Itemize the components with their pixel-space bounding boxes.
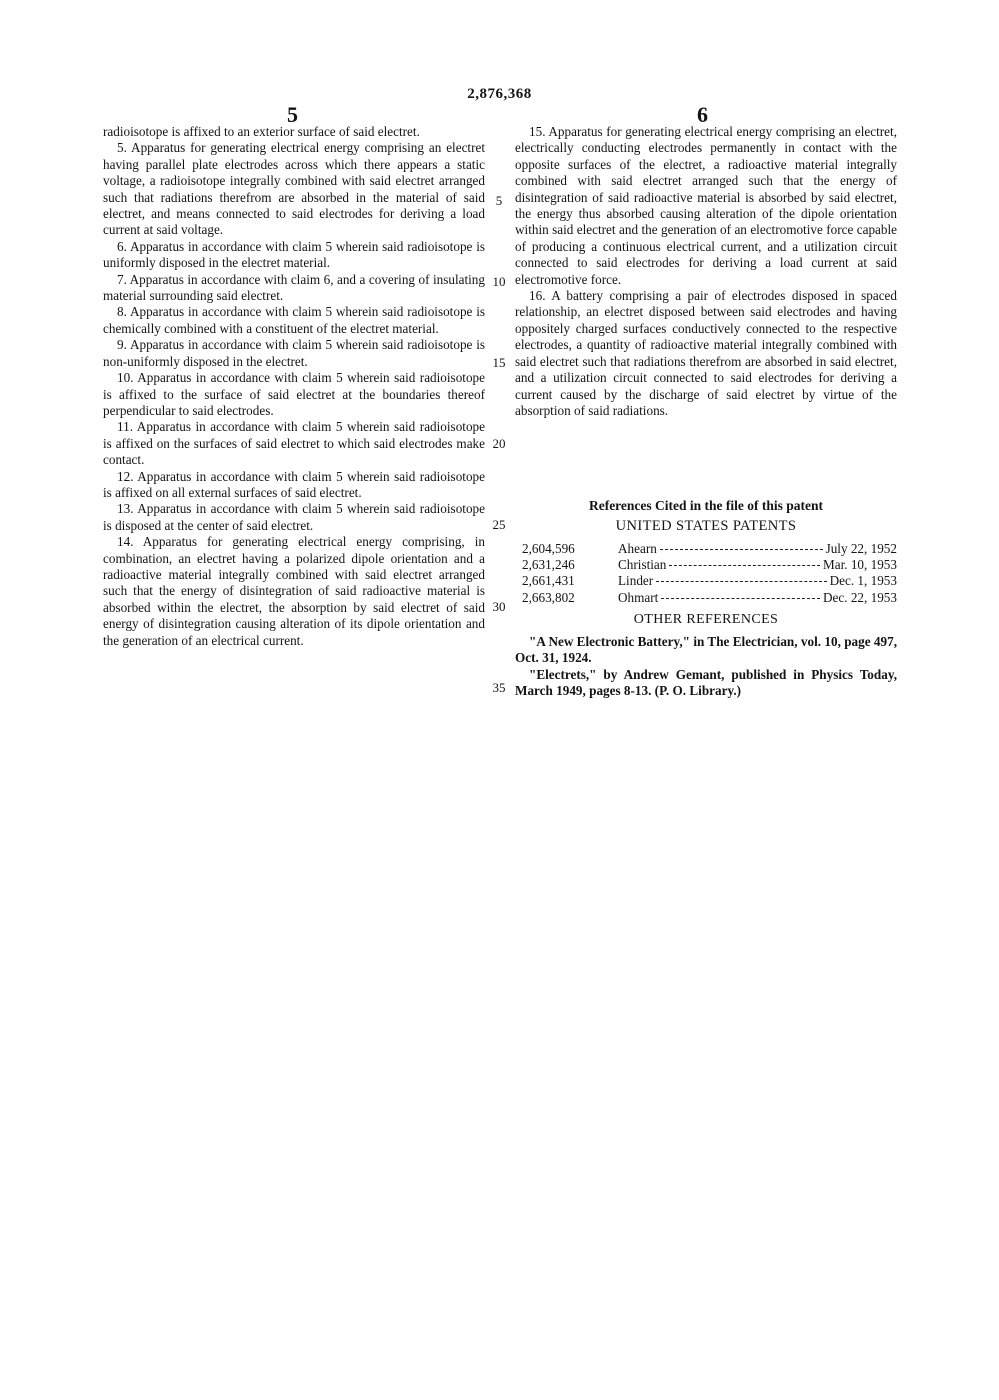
left-column-number: 5 — [287, 102, 298, 127]
line-number: 10 — [492, 274, 506, 289]
claim-5: 5. Apparatus for generating electrical energy comprising an electret having parallel plate electrodes across which there appears a static voltage, a radioisotope integrally combined with said electret arranged such that radiations therefrom are absorbed in the material of said electret, and means connected to said electrodes for deriving a load current at said voltage. — [103, 140, 485, 238]
right-column — [515, 124, 897, 419]
patent-ref-name: Christian — [618, 557, 667, 573]
claim-16: 16. A battery comprising a pair of electrodes disposed in spaced relationship, an electret disposed between said electrodes and having oppositely charged surfaces conductively connected to the respective electrodes, a quantity of radioactive material integrally combined with said electret such that radiations therefrom are absorbed in said electret, and a utilization circuit connected to said electrodes for deriving a current caused by the discharge of said electret by virtue of the absorption of said radiations. — [515, 288, 897, 418]
leader-dots — [660, 549, 823, 550]
patent-ref-name: Ahearn — [618, 541, 657, 556]
leader-dots — [656, 581, 826, 582]
leader-dots — [661, 598, 820, 599]
patent-ref-name: Linder — [618, 573, 654, 589]
table-row — [522, 590, 897, 606]
right-column-number: 6 — [697, 102, 708, 127]
line-number: 15 — [492, 355, 506, 370]
patent-ref-date: Dec. 22, 1953 — [823, 589, 897, 605]
claim-12: 12. Apparatus in accordance with claim 5 wherein said radioisotope is affixed on all external surfaces of said electret. — [103, 468, 485, 500]
other-reference-item: "A New Electronic Battery," in The Electrician, vol. 10, page 497, Oct. 31, 1924. — [515, 634, 897, 666]
claim-10: 10. Apparatus in accordance with claim 5 wherein said radioisotope is affixed to the surface of said electret at the boundaries thereof perpendicular to said electrodes. — [103, 370, 485, 418]
other-reference-item: "Electrets," by Andrew Gemant, published in Physics Today, March 1949, pages 8-13. (P. O. Library.) — [515, 666, 897, 699]
claim-13: 13. Apparatus in accordance with claim 5 wherein said radioisotope is disposed at the center of said electret. — [103, 501, 485, 533]
claim-4-continued: radioisotope is affixed to an exterior surface of said electret. — [103, 124, 420, 139]
line-number: 25 — [492, 517, 506, 532]
line-number: 30 — [492, 599, 506, 614]
claim-7: 7. Apparatus in accordance with claim 6, and a covering of insulating material surrounding said electret. — [103, 271, 485, 304]
patent-ref-number: 2,631,246 — [522, 557, 575, 573]
other-references — [515, 634, 897, 700]
left-column — [103, 124, 485, 649]
patent-ref-number: 2,661,431 — [522, 573, 575, 589]
patent-ref-number: 2,663,802 — [522, 589, 575, 605]
patent-ref-date: July 22, 1952 — [825, 541, 897, 556]
table-row — [522, 541, 897, 557]
patent-ref-name: Ohmart — [618, 589, 659, 605]
references-title: References Cited in the file of this patent — [588, 498, 824, 513]
claim-8: 8. Apparatus in accordance with claim 5 wherein said radioisotope is chemically combined with a constituent of the electret material. — [103, 304, 485, 336]
us-patents-heading: UNITED STATES PATENTS — [615, 518, 797, 534]
line-number: 35 — [492, 680, 506, 695]
claim-11: 11. Apparatus in accordance with claim 5 wherein said radioisotope is affixed on the surfaces of said electret to which said electrodes make contact. — [103, 419, 485, 468]
patent-ref-number: 2,604,596 — [522, 541, 575, 556]
other-references-heading: OTHER REFERENCES — [633, 612, 779, 627]
line-number: 20 — [492, 436, 506, 451]
patent-ref-date: Mar. 10, 1953 — [823, 557, 897, 573]
patent-number: 2,876,368 — [467, 86, 532, 102]
us-patents-table — [522, 541, 897, 606]
claim-6: 6. Apparatus in accordance with claim 5 wherein said radioisotope is uniformly disposed in the electret material. — [103, 238, 485, 271]
claim-9: 9. Apparatus in accordance with claim 5 wherein said radioisotope is non-uniformly disposed in the electret. — [103, 337, 485, 369]
claim-15: 15. Apparatus for generating electrical energy comprising an electret, electrically conducting electrodes permanently in contact with the opposite surfaces of the electret, a radioactive material integrally combined with said electret arranged such that the energy of disintegration of said radioactive material is absorbed by said electret, the energy thus absorbed causing alteration of the dipole orientation within said electret and the generation of an electromotive force capable of producing a continuous electrical current, and a utilization circuit connected to said electrodes for deriving a load current at said electromotive force. — [515, 124, 897, 287]
table-row — [522, 557, 897, 573]
leader-dots — [669, 565, 820, 566]
patent-ref-date: Dec. 1, 1953 — [829, 573, 897, 589]
claim-14: 14. Apparatus for generating electrical energy comprising, in combination, an electret having a polarized dipole orientation and a radioactive material integrally combined with said electret arranged such that the energy of disintegration of said radioactive material is absorbed within the electret, the absorption by said electret of said energy of disintegration causing alteration of its dipole orientation and the generation of an electrical current. — [103, 534, 485, 648]
line-number: 5 — [495, 193, 503, 208]
table-row — [522, 573, 897, 589]
